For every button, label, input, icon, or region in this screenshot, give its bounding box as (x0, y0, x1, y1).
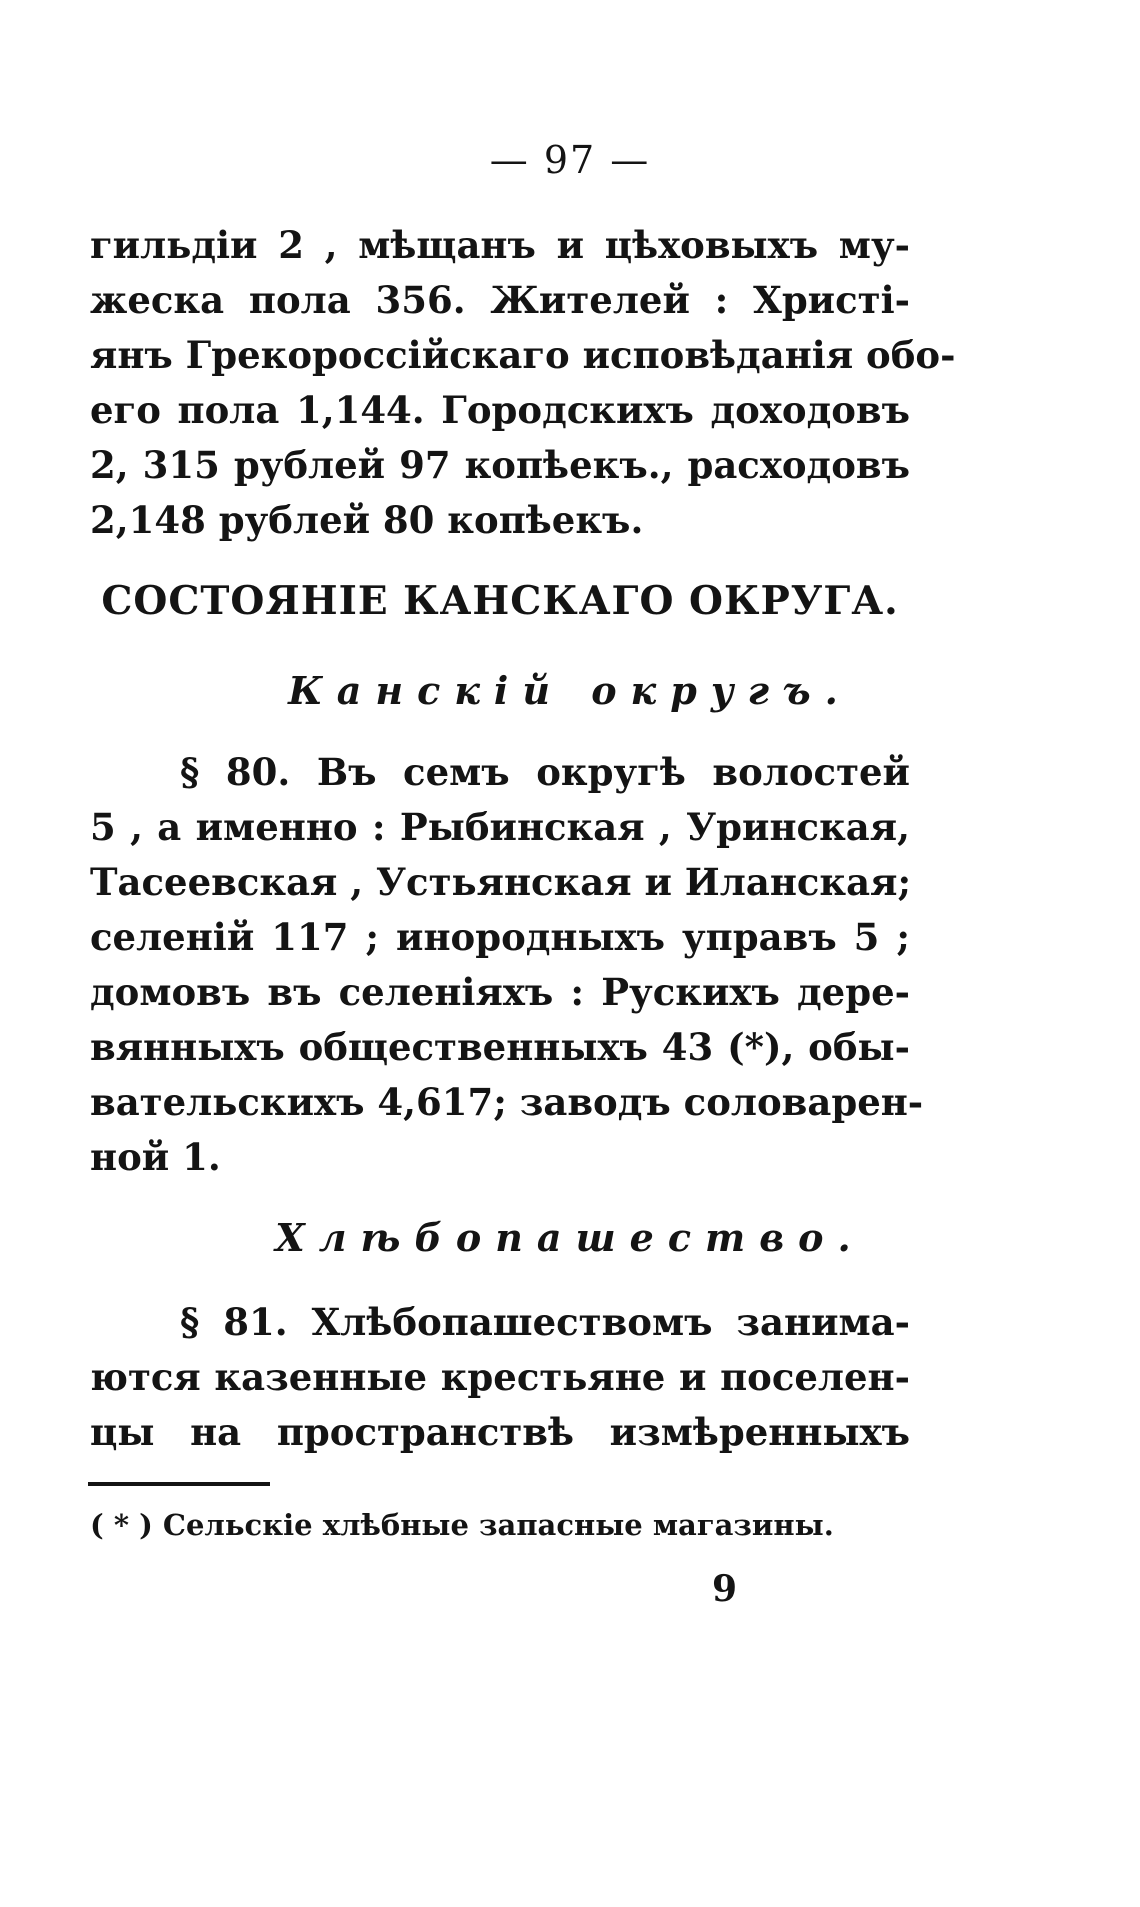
page-header (0, 138, 1140, 182)
text-line: селеній 117 ; инородныхъ управъ 5 ; (90, 915, 910, 959)
text-line: ной 1. (90, 1135, 221, 1179)
subheading-agriculture: Хлѣбопашество. (275, 1215, 865, 1260)
text-line: гильдіи 2 , мѣщанъ и цѣховыхъ му- (90, 223, 910, 267)
subheading-kansky-district: Канскій округъ. (288, 668, 852, 713)
text-line (90, 1295, 910, 1350)
text-line: вянныхъ общественныхъ 43 (*), обы- (90, 1025, 910, 1069)
text-line: цы на пространствѣ измѣренныхъ (90, 1410, 910, 1454)
paragraph-81 (90, 1295, 910, 1460)
text-line: жеска пола 356. Жителей : Христі- (90, 278, 910, 322)
text-line: Тасеевская , Устьянская и Иланская; (90, 860, 912, 904)
text-line: 2,148 рублей 80 копѣекъ. (90, 498, 644, 542)
signature-mark: 9 (712, 1568, 738, 1610)
text-line: его пола 1,144. Городскихъ доходовъ (90, 388, 910, 432)
text-line: 2, 315 рублей 97 копѣекъ., расходовъ (90, 443, 910, 487)
text-line (90, 745, 910, 800)
page-number: — 97 — (489, 138, 651, 182)
paragraph-1 (90, 218, 956, 548)
text-line: вательскихъ 4,617; заводъ соловарен- (90, 1080, 924, 1124)
section-title: СОСТОЯНІЕ КАНСКАГО ОКРУГА. (101, 578, 899, 624)
paragraph-80 (90, 745, 924, 1185)
text-line: 5 , а именно : Рыбинская , Уринская, (90, 805, 910, 849)
footnote: ( * ) Сельскіе хлѣбные запасные магазины. (90, 1508, 834, 1542)
text-line: ются казенные крестьяне и поселен- (90, 1355, 910, 1399)
text-line: домовъ въ селеніяхъ : Рускихъ дере- (90, 970, 910, 1014)
text-line-content: § 81. Хлѣбопашествомъ занима- (180, 1300, 910, 1344)
text-line-content: § 80. Въ семъ округѣ волостей (180, 750, 910, 794)
footnote-rule (88, 1482, 270, 1486)
text-line: янъ Грекороссійскаго исповѣданія обо- (90, 333, 956, 377)
